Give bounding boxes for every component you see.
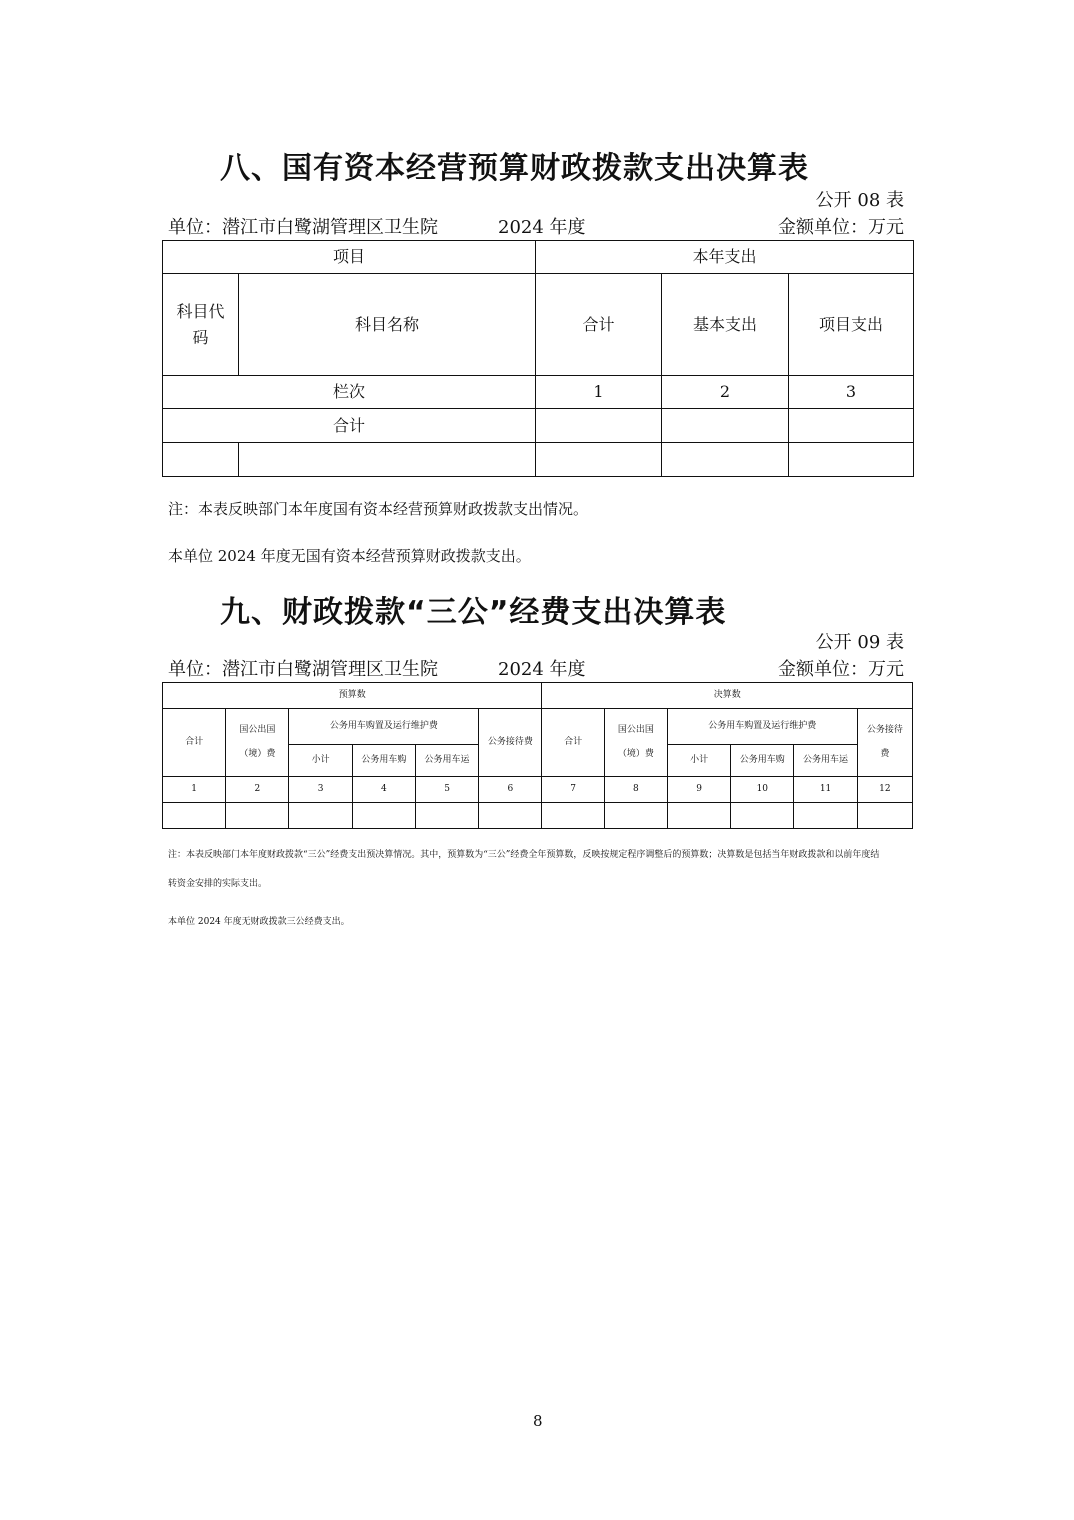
data-cell	[163, 803, 226, 829]
data-cell	[731, 803, 794, 829]
col-subject-code-line2: 码	[192, 327, 209, 347]
column-number-2: 2	[662, 376, 789, 409]
section9-form-number: 公开 09 表	[815, 632, 904, 653]
column-number: 9	[667, 777, 730, 803]
section9-year: 2024 年度	[498, 659, 586, 680]
data-cell	[857, 803, 912, 829]
data-cell	[604, 803, 667, 829]
section9-title: 九、财政拨款“三公”经费支出决算表	[220, 595, 727, 630]
col-project-expense: 项目支出	[789, 274, 914, 376]
column-number: 10	[731, 777, 794, 803]
section8-note: 注：本表反映部门本年度国有资本经营预算财政拨款支出情况。	[168, 500, 589, 518]
budget-reception: 公务接待费	[479, 709, 542, 777]
empty-code-cell	[163, 443, 239, 477]
column-number: 5	[415, 777, 478, 803]
data-cell	[542, 803, 604, 829]
header-current-year: 本年支出	[536, 241, 914, 274]
section9-unit: 单位：潜江市白鹭湖管理区卫生院	[168, 659, 438, 680]
empty-basic-cell	[662, 443, 789, 477]
section9-statement: 本单位 2024 年度无财政拨款三公经费支出。	[168, 917, 350, 927]
data-cell	[794, 803, 857, 829]
final-reception-line2: 费	[880, 748, 890, 759]
budget-abroad-line1: 国公出国	[239, 725, 276, 736]
column-number-3: 3	[789, 376, 914, 409]
section9-table	[162, 682, 913, 829]
final-vehicle-operation: 公务用车运	[794, 745, 857, 777]
section8-unit: 单位：潜江市白鹭湖管理区卫生院	[168, 217, 438, 238]
empty-name-cell	[239, 443, 536, 477]
final-subtotal: 小计	[667, 745, 730, 777]
final-reception-line1: 公务接待	[866, 725, 903, 736]
column-number: 4	[352, 777, 415, 803]
column-number: 1	[163, 777, 226, 803]
row-total-label: 合计	[163, 409, 536, 443]
final-vehicle-header: 公务用车购置及运行维护费	[667, 709, 857, 745]
data-cell	[352, 803, 415, 829]
budget-total: 合计	[163, 709, 226, 777]
data-cell	[226, 803, 289, 829]
column-number: 11	[794, 777, 857, 803]
col-total: 合计	[536, 274, 662, 376]
final-abroad	[604, 709, 667, 777]
budget-vehicle-purchase: 公务用车购	[352, 745, 415, 777]
col-subject-code	[163, 274, 239, 376]
col-subject-name: 科目名称	[239, 274, 536, 376]
data-cell	[289, 803, 352, 829]
section8-form-number: 公开 08 表	[815, 190, 904, 211]
column-number-1: 1	[536, 376, 662, 409]
column-number: 6	[479, 777, 542, 803]
data-cell	[667, 803, 730, 829]
final-abroad-line1: 国公出国	[617, 725, 654, 736]
header-project: 项目	[163, 241, 536, 274]
budget-abroad-line2: （境）费	[239, 748, 276, 759]
column-number: 3	[289, 777, 352, 803]
basic-cell	[662, 409, 789, 443]
col-subject-code-line1: 科目代	[176, 301, 225, 321]
column-number: 2	[226, 777, 289, 803]
section8-title: 八、国有资本经营预算财政拨款支出决算表	[220, 151, 809, 186]
empty-total-cell	[536, 443, 662, 477]
column-number: 12	[857, 777, 912, 803]
final-total: 合计	[542, 709, 604, 777]
budget-vehicle-header: 公务用车购置及运行维护费	[289, 709, 479, 745]
data-cell	[415, 803, 478, 829]
section8-year: 2024 年度	[498, 217, 586, 238]
section9-note-line1: 注：本表反映部门本年度财政拨款“三公”经费支出预决算情况。其中，预算数为“三公”经费全年预算数，反映按规定程序调整后的预算数；决算数是包括当年财政拨款和以前年度结	[168, 850, 880, 860]
empty-project-cell	[789, 443, 914, 477]
project-cell	[789, 409, 914, 443]
total-cell	[536, 409, 662, 443]
budget-header: 预算数	[163, 683, 542, 709]
section9-amount-unit: 金额单位：万元	[778, 659, 904, 680]
data-cell	[479, 803, 542, 829]
section9-note-line2: 转资金安排的实际支出。	[168, 879, 268, 889]
column-number: 7	[542, 777, 604, 803]
final-reception	[857, 709, 912, 777]
final-abroad-line2: （境）费	[617, 748, 654, 759]
budget-abroad	[226, 709, 289, 777]
col-basic-expense: 基本支出	[662, 274, 789, 376]
column-number: 8	[604, 777, 667, 803]
page-number: 8	[533, 1412, 543, 1430]
section8-statement: 本单位 2024 年度无国有资本经营预算财政拨款支出。	[168, 547, 531, 565]
section8-table	[162, 240, 914, 477]
section8-amount-unit: 金额单位：万元	[778, 217, 904, 238]
budget-subtotal: 小计	[289, 745, 352, 777]
final-vehicle-purchase: 公务用车购	[731, 745, 794, 777]
final-header: 决算数	[542, 683, 913, 709]
budget-vehicle-operation: 公务用车运	[415, 745, 478, 777]
row-column-number-label: 栏次	[163, 376, 536, 409]
